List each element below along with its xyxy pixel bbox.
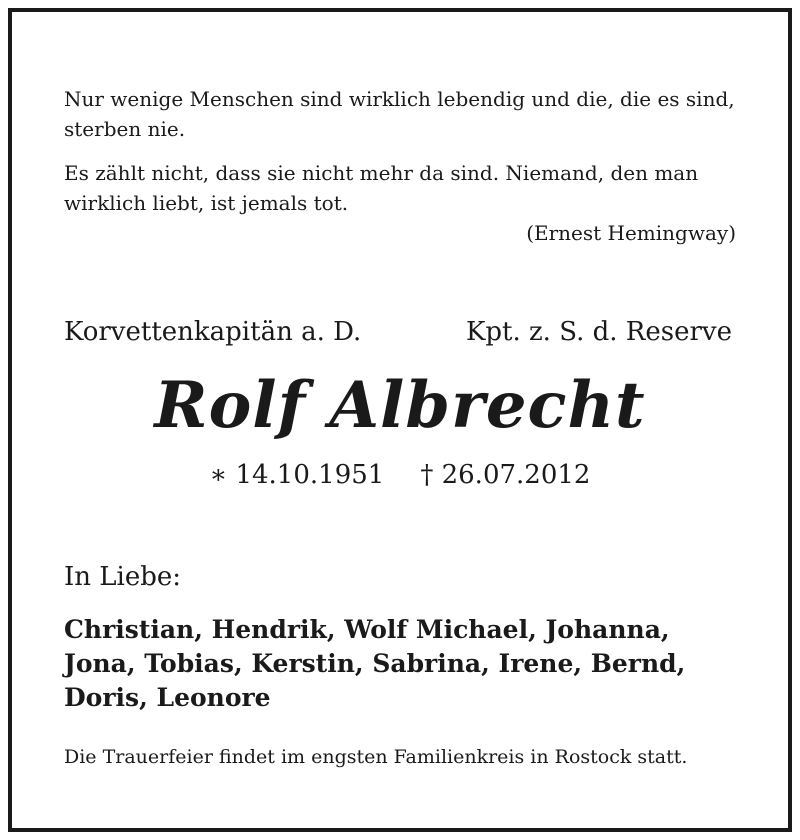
mourners-line: Christian, Hendrik, Wolf Michael, Johanna,	[64, 615, 670, 644]
mourners-intro: In Liebe:	[64, 562, 182, 592]
quote-paragraph-2: Es zählt nicht, dass sie nicht mehr da sind. Niemand, den man wirklich liebt, ist jemals tot.	[64, 161, 699, 215]
obituary-frame	[8, 8, 792, 832]
funeral-note: Die Trauerfeier findet im engsten Familienkreis in Rostock statt.	[64, 746, 688, 768]
mourners-list	[64, 613, 764, 715]
mourners-line: Jona, Tobias, Kerstin, Sabrina, Irene, Bernd,	[64, 649, 686, 678]
rank-right: Kpt. z. S. d. Reserve	[465, 317, 732, 347]
mourners-line: Doris, Leonore	[64, 683, 271, 712]
quote-paragraph-1: Nur wenige Menschen sind wirklich lebendig und die, die es sind, sterben nie.	[64, 87, 735, 141]
birth-date: ∗ 14.10.1951	[209, 460, 385, 490]
death-date: † 26.07.2012	[420, 460, 591, 490]
rank-left: Korvettenkapitän a. D.	[64, 317, 362, 347]
life-dates	[12, 456, 788, 494]
deceased-name: Rolf Albrecht	[154, 368, 646, 443]
quote-author: (Ernest Hemingway)	[526, 221, 736, 245]
